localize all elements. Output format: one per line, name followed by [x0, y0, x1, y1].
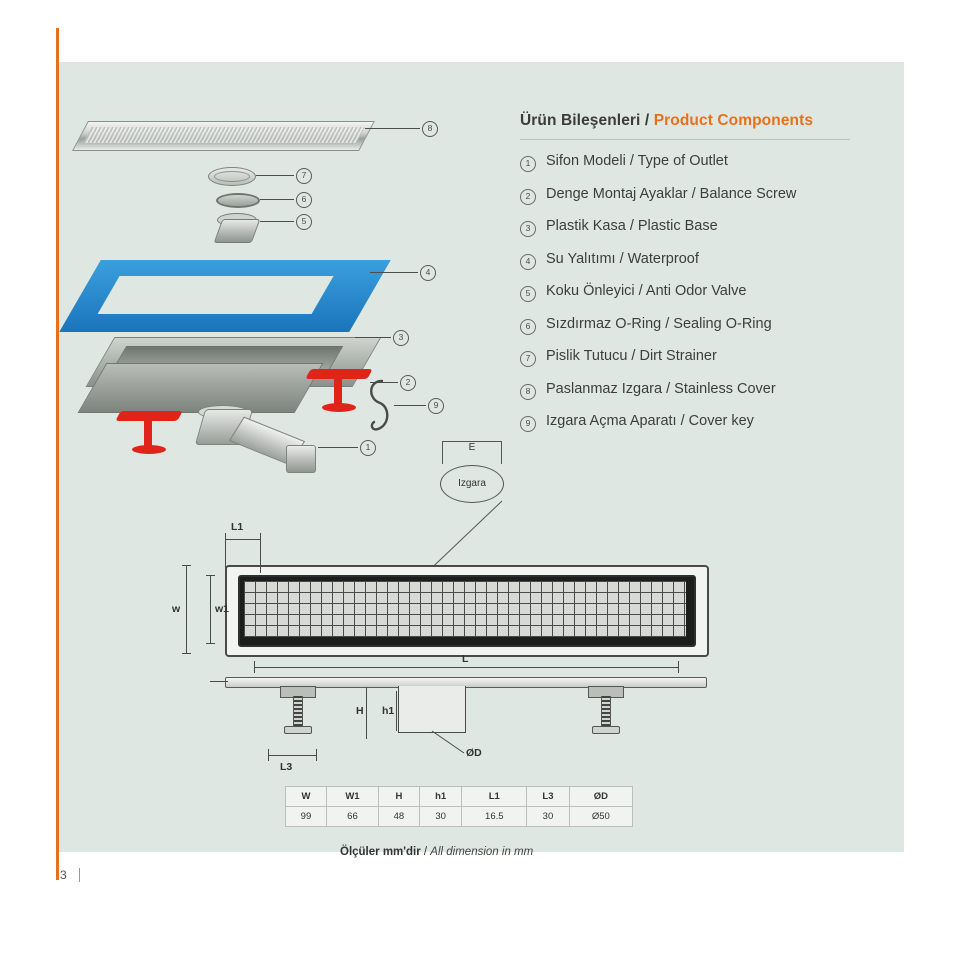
cover-mesh-texture [83, 127, 365, 143]
list-item [520, 348, 880, 367]
item-label: Denge Montaj Ayaklar / Balance Screw [546, 185, 797, 202]
item-label: Sızdırmaz O-Ring / Sealing O-Ring [546, 315, 772, 332]
callout-7: 7 [296, 168, 312, 184]
list-item [520, 186, 880, 205]
table-header-row [286, 787, 633, 807]
balance-leg-right [592, 696, 618, 748]
components-title-en: Product Components [653, 112, 814, 129]
col-header-od: ØD [569, 787, 632, 807]
list-item [520, 283, 880, 302]
dimension-table [285, 786, 633, 827]
callout-8: 8 [422, 121, 438, 137]
callout-line-6 [260, 199, 294, 200]
stainless-cover-part [72, 121, 375, 151]
dim-label-l1: L1 [231, 521, 244, 533]
exploded-diagram [70, 95, 500, 465]
detail-letter-frame [442, 441, 502, 464]
cell-w1: 66 [326, 807, 378, 827]
dim-h1-v [396, 691, 397, 731]
col-header-w: W [286, 787, 327, 807]
units-caption [340, 846, 533, 858]
item-number-badge: 6 [520, 319, 536, 335]
leg-shaft [293, 696, 303, 726]
dim-label-h: H [356, 705, 364, 717]
detail-bubble: Izgara [440, 465, 504, 503]
dim-label-od: ØD [466, 747, 482, 759]
units-caption-en: All dimension in mm [430, 846, 534, 858]
od-leader-line [428, 727, 498, 767]
dim-w-b [182, 653, 191, 654]
item-label: Sifon Modeli / Type of Outlet [546, 153, 728, 169]
callout-line-4 [370, 272, 418, 273]
item-number-badge: 5 [520, 286, 536, 302]
callout-line-9 [394, 405, 426, 406]
list-item [520, 218, 880, 237]
title-divider [520, 139, 850, 140]
callout-line-7 [256, 175, 294, 176]
item-number-badge: 9 [520, 416, 536, 432]
outlet-body-section [398, 686, 466, 733]
cell-od: Ø50 [569, 807, 632, 827]
page-number [60, 868, 80, 882]
callout-3: 3 [393, 330, 409, 346]
col-header-h: H [378, 787, 419, 807]
balance-screw-part-left [118, 405, 182, 459]
balance-leg-left [284, 696, 310, 748]
dim-label-l: L [462, 653, 469, 665]
cell-l1: 16.5 [462, 807, 527, 827]
dim-w1-b [206, 643, 215, 644]
list-item [520, 413, 880, 432]
item-number-badge: 1 [520, 156, 536, 172]
leg-base-plate [592, 726, 620, 734]
anti-odor-valve-part [214, 213, 258, 243]
plan-view-grate-mesh [244, 581, 686, 637]
col-header-h1: h1 [419, 787, 462, 807]
components-list [520, 153, 880, 432]
units-caption-sep: / [420, 846, 431, 858]
dim-w1-v [210, 575, 211, 643]
callout-4: 4 [420, 265, 436, 281]
dim-l-h [254, 667, 678, 668]
dirt-strainer-part [208, 167, 256, 186]
screw-foot [132, 445, 166, 454]
cover-key-part [360, 375, 400, 439]
leg-shaft [601, 696, 611, 726]
item-number-badge: 8 [520, 384, 536, 400]
callout-5: 5 [296, 214, 312, 230]
dim-h-v [366, 687, 367, 739]
item-number-badge: 7 [520, 351, 536, 367]
item-number-badge: 2 [520, 189, 536, 205]
item-number-badge: 3 [520, 221, 536, 237]
waterproof-membrane-part [59, 260, 391, 332]
callout-line-3 [355, 337, 391, 338]
page-number-rule [79, 868, 80, 882]
section-hatch [210, 681, 228, 682]
table-row [286, 807, 633, 827]
valve-body [214, 219, 261, 243]
item-number-badge: 4 [520, 254, 536, 270]
components-title-tr: Ürün Bileşenleri / [520, 112, 654, 129]
callout-2: 2 [400, 375, 416, 391]
dim-label-h1: h1 [382, 705, 395, 717]
list-item [520, 153, 880, 172]
callout-line-5 [260, 221, 294, 222]
sealing-oring-part [216, 193, 260, 208]
dimension-table-element [285, 786, 633, 827]
list-item [520, 251, 880, 270]
callout-line-8 [365, 128, 420, 129]
col-header-w1: W1 [326, 787, 378, 807]
dim-label-w: w [172, 603, 181, 615]
item-label: Izgara Açma Aparatı / Cover key [546, 413, 754, 429]
dim-l3-right [316, 749, 317, 761]
item-label: Paslanmaz Izgara / Stainless Cover [546, 380, 776, 397]
item-label: Koku Önleyici / Anti Odor Valve [546, 283, 747, 299]
page-number-value: 3 [60, 868, 67, 882]
callout-6: 6 [296, 192, 312, 208]
dim-l-left [254, 661, 255, 673]
col-header-l1: L1 [462, 787, 527, 807]
dim-label-l3: L3 [280, 761, 293, 773]
cover-key-icon [360, 375, 400, 439]
cell-l3: 30 [527, 807, 570, 827]
item-label: Plastik Kasa / Plastic Base [546, 218, 718, 234]
item-label: Pislik Tutucu / Dirt Strainer [546, 348, 717, 364]
cell-h1: 30 [419, 807, 462, 827]
cell-w: 99 [286, 807, 327, 827]
membrane-cutout [98, 276, 334, 314]
detail-letter: E [468, 442, 476, 453]
item-label: Su Yalıtımı / Waterproof [546, 250, 699, 267]
cell-h: 48 [378, 807, 419, 827]
callout-1: 1 [360, 440, 376, 456]
leg-base-plate [284, 726, 312, 734]
dim-label-w1: w1 [215, 603, 230, 615]
callout-9: 9 [428, 398, 444, 414]
dim-l1-h [225, 539, 261, 540]
dim-l-right [678, 661, 679, 673]
dim-w-v [186, 565, 187, 653]
col-header-l3: L3 [527, 787, 570, 807]
dim-l3-left [268, 749, 269, 761]
product-components-panel [520, 112, 880, 446]
callout-line-1 [318, 447, 358, 448]
dim-l3-h [268, 755, 316, 756]
dim-w-t [182, 565, 191, 566]
dim-w1-t [206, 575, 215, 576]
components-title [520, 112, 880, 130]
list-item [520, 381, 880, 400]
list-item [520, 316, 880, 335]
units-caption-tr: Ölçüler mm'dir [340, 846, 421, 858]
